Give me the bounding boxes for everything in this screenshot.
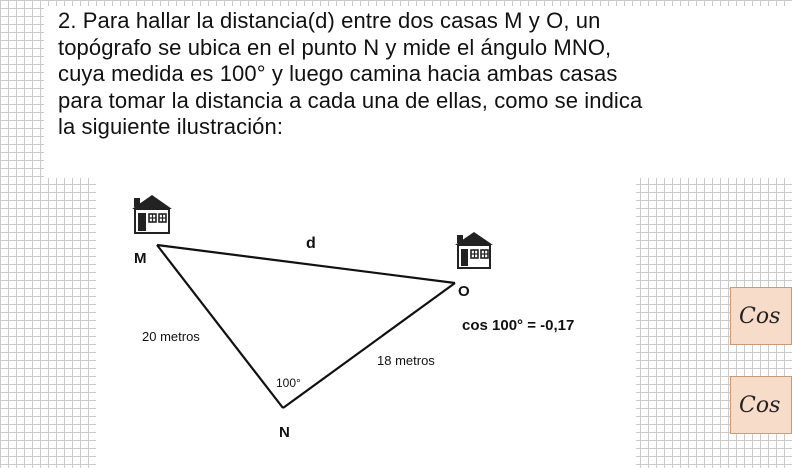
vertex-n-label: N <box>279 424 290 441</box>
distance-d-label: d <box>306 235 316 252</box>
problem-line: para tomar la distancia a cada una de ellas, como se indica <box>58 87 643 113</box>
side-mn-label: 20 metros <box>142 329 200 344</box>
side-no-line <box>283 283 455 408</box>
problem-line: 2. Para hallar la distancia(d) entre dos casas M y O, un <box>58 8 601 33</box>
cos-box-text: Cos <box>739 393 781 418</box>
cos-box-text: Cos <box>739 304 781 329</box>
house-icon <box>132 195 172 233</box>
cos-answer-box <box>730 376 792 434</box>
side-mn-line <box>157 245 283 408</box>
house-icon <box>455 232 493 268</box>
vertex-m-label: M <box>134 250 147 267</box>
problem-line: topógrafo se ubica en el punto N y mide el ángulo MNO, <box>58 34 612 60</box>
cos-answer-box <box>730 287 792 345</box>
cosine-formula: cos 100° = -0,17 <box>462 317 575 334</box>
problem-line: cuya medida es 100° y luego camina hacia ambas casas <box>58 61 618 87</box>
vertex-o-label: O <box>458 283 470 300</box>
problem-line: la siguiente ilustración: <box>58 114 284 140</box>
side-no-label: 18 metros <box>377 353 435 368</box>
angle-n-label: 100° <box>276 376 301 390</box>
